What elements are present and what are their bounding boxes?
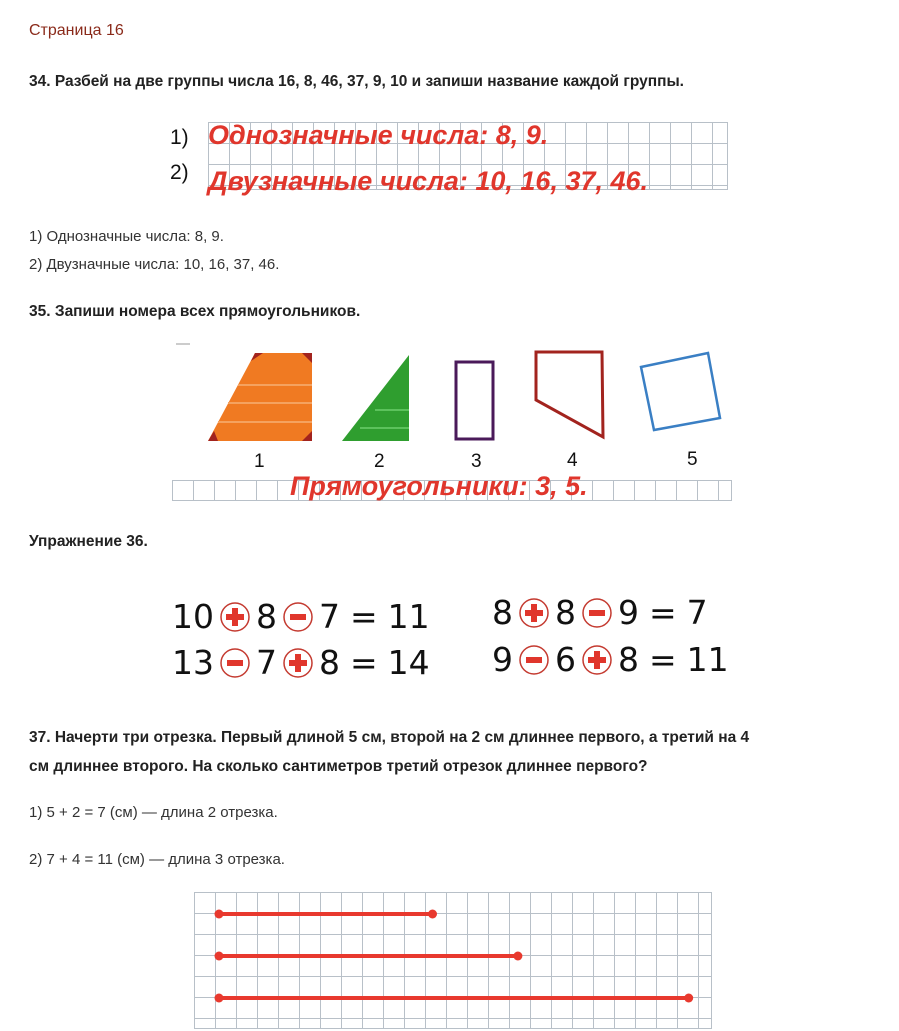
eq3-a: 8 — [492, 593, 513, 632]
equation-4 — [492, 640, 729, 679]
task-34-prompt: 34. Разбей на две группы числа 16, 8, 46, 37, 9, 10 и запиши название каждой группы. — [29, 73, 684, 90]
task-35-prompt: 35. Запиши номера всех прямоугольников. — [29, 303, 361, 320]
eq4-a: 9 — [492, 640, 513, 679]
eq4-c: 8 — [618, 640, 639, 679]
shape-label-3: 3 — [471, 451, 482, 472]
solution-step-1: 1) 5 + 2 = 7 (см) — длина 2 отрезка. — [29, 804, 278, 821]
task-35-figure — [170, 340, 740, 510]
line-marker-2: 2) — [170, 161, 189, 184]
rectangle-shape-3 — [456, 362, 493, 439]
segment-2-end-point — [513, 952, 522, 961]
task-37-prompt-line-2: см длиннее второго. На сколько сантиметров третий отрезок длиннее первого? — [29, 758, 648, 775]
segment-1-start-point — [215, 910, 224, 919]
eq3-result: 7 — [686, 593, 708, 632]
answer-line-2: 2) Двузначные числа: 10, 16, 37, 46. — [29, 256, 280, 273]
segments-drawing — [194, 892, 711, 1028]
segment-3-start-point — [215, 994, 224, 1003]
handwritten-answer-1: Однозначные числа: 8, 9. — [208, 120, 549, 150]
eq4-result: 11 — [686, 640, 729, 679]
task-36-title: Упражнение 36. — [29, 533, 148, 550]
eq2-a: 13 — [172, 643, 214, 682]
trapezoid-shape-1 — [208, 353, 312, 441]
plus-circle-icon — [582, 645, 612, 675]
equation-3 — [492, 593, 708, 632]
triangle-shape-2 — [342, 355, 409, 441]
solution-step-2: 2) 7 + 4 = 11 (см) — длина 3 отрезка. — [29, 851, 285, 868]
eq2-result: 14 — [387, 643, 430, 682]
eq4-equals: = — [649, 640, 677, 679]
shape-label-4: 4 — [567, 450, 578, 471]
equation-2 — [172, 643, 430, 682]
minus-circle-icon — [519, 645, 549, 675]
eq2-c: 8 — [319, 643, 340, 682]
plus-circle-icon — [283, 648, 313, 678]
eq1-a: 10 — [172, 597, 214, 636]
shape-label-1: 1 — [254, 451, 265, 472]
eq1-equals: = — [350, 597, 378, 636]
segment-2-start-point — [215, 952, 224, 961]
minus-circle-icon — [283, 602, 313, 632]
answer-line-1: 1) Однозначные числа: 8, 9. — [29, 228, 224, 245]
eq3-b: 8 — [555, 593, 576, 632]
eq1-c: 7 — [319, 597, 340, 636]
eq4-b: 6 — [555, 640, 576, 679]
line-marker-1: 1) — [170, 126, 189, 149]
handwritten-answer-2: Двузначные числа: 10, 16, 37, 46. — [208, 166, 649, 196]
minus-circle-icon — [582, 598, 612, 628]
task-37-prompt-line-1: 37. Начерти три отрезка. Первый длиной 5 см, второй на 2 см длиннее первого, а третий на 4 — [29, 729, 750, 746]
plus-circle-icon — [519, 598, 549, 628]
page-title: Страница 16 — [29, 22, 124, 39]
shape-label-2: 2 — [374, 451, 385, 472]
eq1-b: 8 — [256, 597, 277, 636]
minus-circle-icon — [220, 648, 250, 678]
square-shape-5 — [641, 353, 720, 430]
eq3-c: 9 — [618, 593, 639, 632]
equation-1 — [172, 597, 430, 636]
eq2-equals: = — [350, 643, 378, 682]
task-34-figure — [168, 118, 738, 198]
handwritten-answer-35: Прямоугольники: 3, 5. — [290, 471, 588, 501]
segment-3-end-point — [684, 994, 693, 1003]
segment-1-end-point — [428, 910, 437, 919]
quadrilateral-shape-4 — [536, 352, 603, 437]
plus-circle-icon — [220, 602, 250, 632]
eq1-result: 11 — [387, 597, 430, 636]
eq3-equals: = — [649, 593, 677, 632]
eq2-b: 7 — [256, 643, 277, 682]
shape-label-5: 5 — [687, 449, 698, 470]
